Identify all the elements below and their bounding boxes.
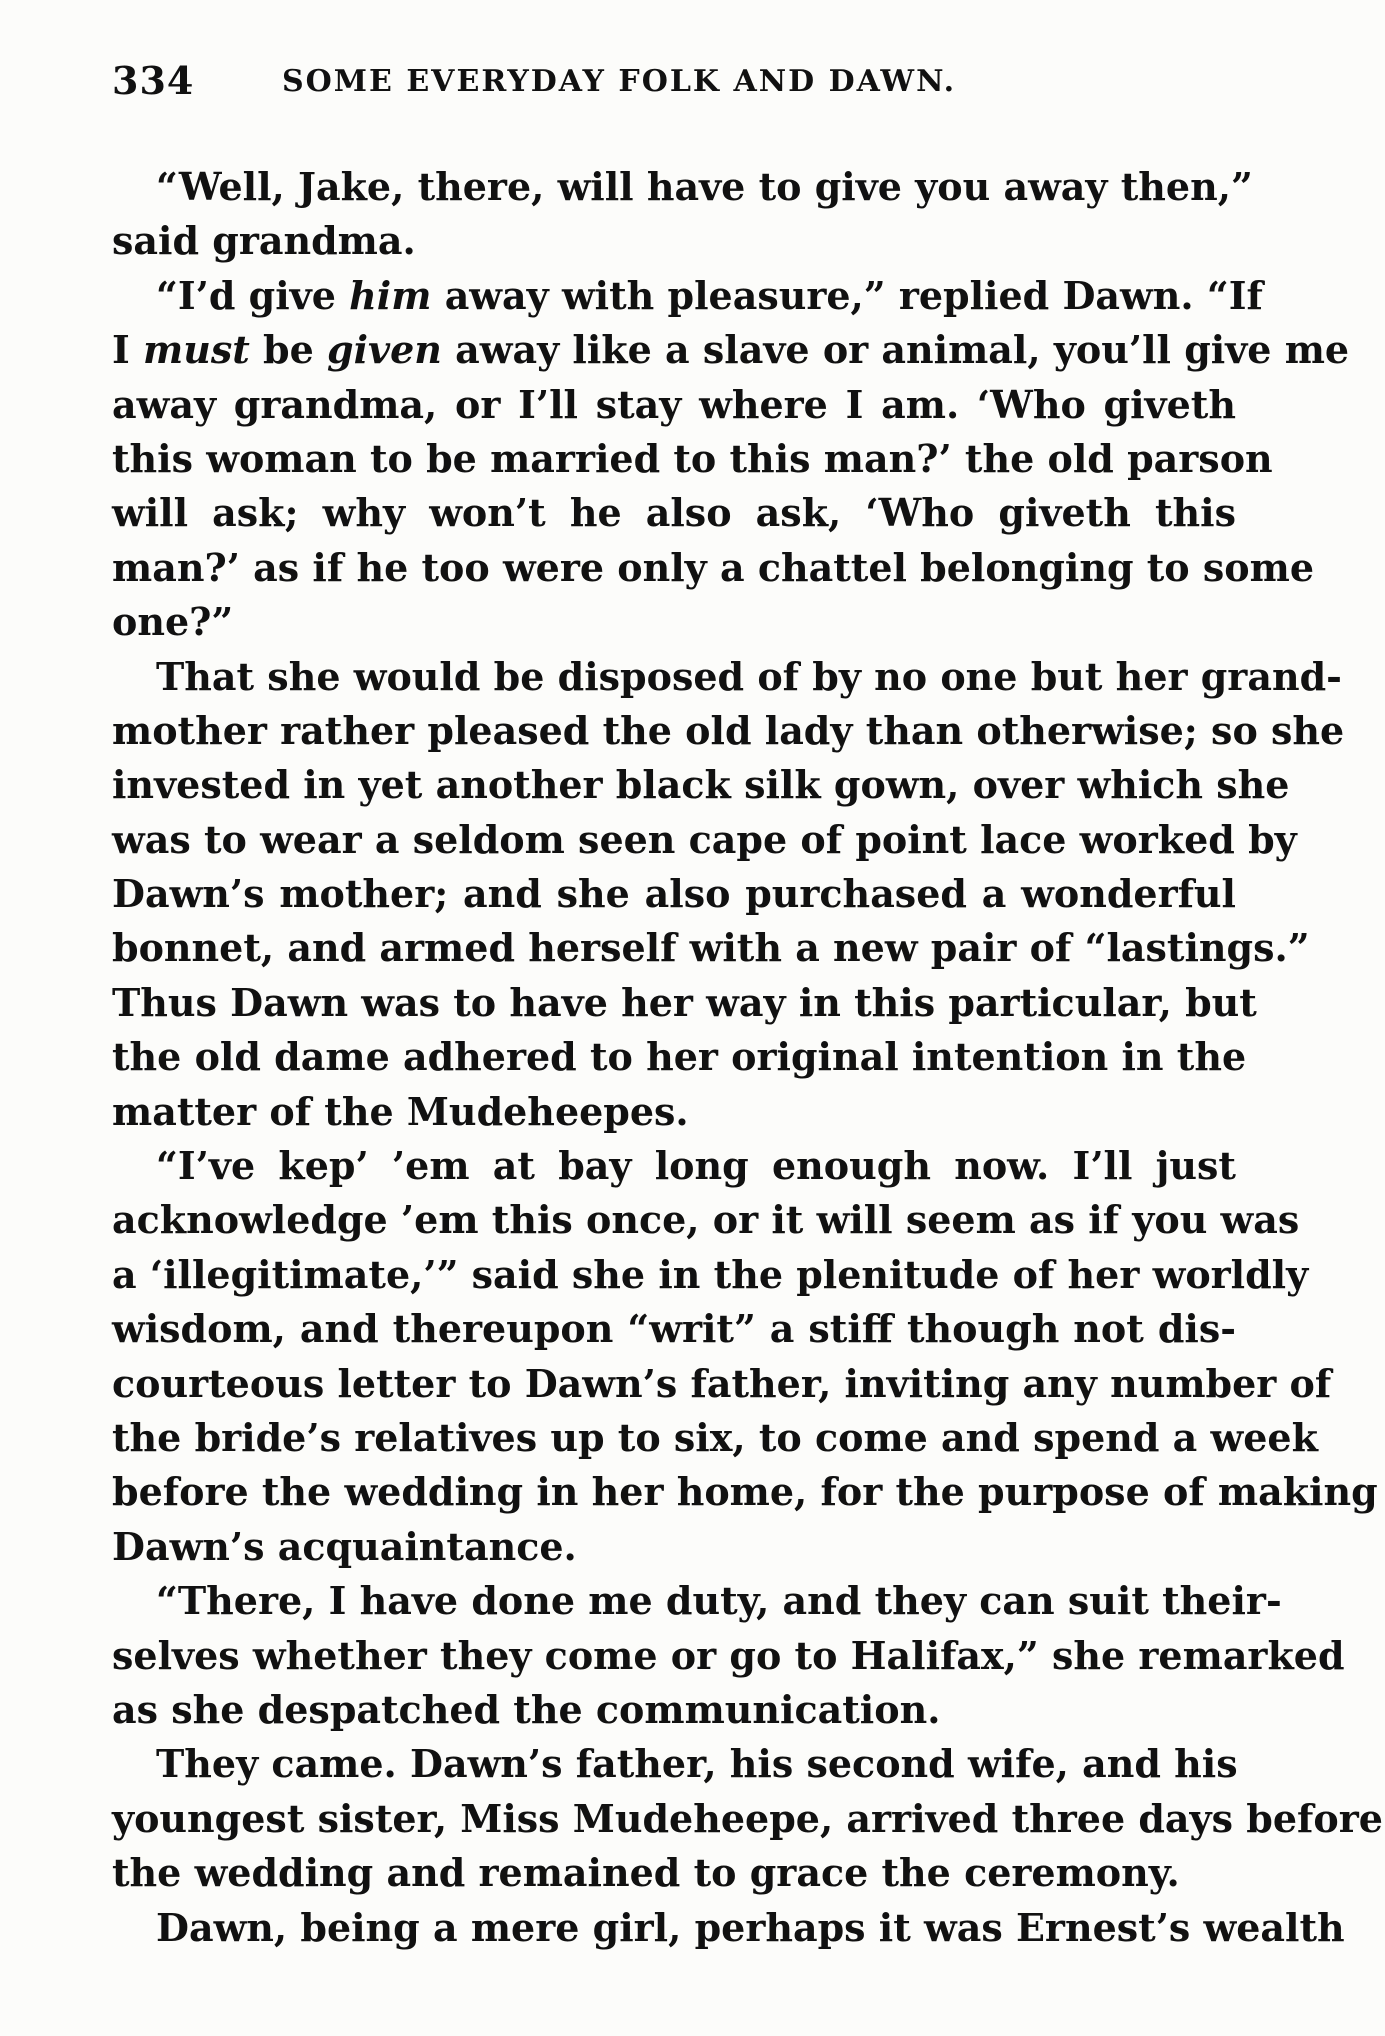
text-line: this woman to be married to this man?’ the old parson bbox=[112, 435, 1273, 481]
text-line: They came. Dawn’s father, his second wife, and his bbox=[156, 1741, 1238, 1787]
text-run: “I’d give bbox=[156, 272, 336, 318]
text-line: before the wedding in her home, for the purpose of making bbox=[112, 1469, 1378, 1515]
text-run: away with pleasure,” replied Dawn. “If bbox=[444, 272, 1263, 318]
text-run: I bbox=[112, 327, 130, 373]
text-line: the bride’s relatives up to six, to come and spend a week bbox=[112, 1414, 1318, 1460]
text-line: Thus Dawn was to have her way in this particular, but bbox=[112, 979, 1257, 1025]
italic-word: given bbox=[327, 327, 442, 373]
text-line: was to wear a seldom seen cape of point lace worked by bbox=[112, 816, 1297, 862]
text-line: mother rather pleased the old lady than otherwise; so she bbox=[112, 707, 1345, 753]
text-line: selves whether they come or go to Halifax,” she remarked bbox=[112, 1632, 1345, 1678]
text-line: a ‘illegitimate,’” said she in the plenitude of her worldly bbox=[112, 1251, 1309, 1297]
text-line: invested in yet another black silk gown, over which she bbox=[112, 762, 1290, 808]
text-line: “There, I have done me duty, and they can suit their- bbox=[156, 1578, 1282, 1624]
text-line: wisdom, and thereupon “writ” a stiff though not dis- bbox=[112, 1306, 1236, 1352]
text-run: be bbox=[263, 327, 314, 373]
text-line: away grandma, or I’ll stay where I am. ‘Who giveth bbox=[112, 381, 1236, 427]
text-line: “I’ve kep’ ’em at bay long enough now. I’ll just bbox=[156, 1143, 1236, 1189]
text-line: “Well, Jake, there, will have to give you away then,” bbox=[156, 164, 1253, 209]
body-text bbox=[112, 160, 1383, 1955]
text-line: matter of the Mudeheepes. bbox=[112, 1088, 689, 1134]
text-line: the old dame adhered to her original intention in the bbox=[112, 1034, 1247, 1080]
italic-word: must bbox=[143, 327, 250, 373]
text-line bbox=[112, 269, 1263, 323]
text-line: youngest sister, Miss Mudeheepe, arrived three days before bbox=[112, 1795, 1383, 1841]
page-number: 334 bbox=[112, 58, 195, 103]
text-line: Dawn, being a mere girl, perhaps it was Ernest’s wealth bbox=[156, 1904, 1345, 1950]
text-line: courteous letter to Dawn’s father, inviting any number of bbox=[112, 1360, 1332, 1406]
text-run: away like a slave or animal, you’ll give me bbox=[455, 327, 1350, 373]
italic-word: him bbox=[349, 272, 432, 318]
text-line: Dawn’s mother; and she also purchased a wonderful bbox=[112, 871, 1236, 917]
text-line: one?” bbox=[112, 599, 234, 645]
text-line: will ask; why won’t he also ask, ‘Who giveth this bbox=[112, 490, 1236, 536]
book-title: SOME EVERYDAY FOLK AND DAWN. bbox=[282, 64, 957, 99]
text-line bbox=[112, 323, 1350, 377]
text-line: said grandma. bbox=[112, 218, 416, 264]
text-line: the wedding and remained to grace the ceremony. bbox=[112, 1850, 1180, 1896]
text-line: as she despatched the communication. bbox=[112, 1686, 941, 1732]
running-head bbox=[112, 58, 1232, 118]
text-line: man?’ as if he too were only a chattel belonging to some bbox=[112, 544, 1315, 590]
text-line: acknowledge ’em this once, or it will seem as if you was bbox=[112, 1197, 1300, 1243]
text-line: That she would be disposed of by no one but her grand- bbox=[156, 653, 1342, 699]
text-line: Dawn’s acquaintance. bbox=[112, 1523, 577, 1569]
text-line: bonnet, and armed herself with a new pair of “lastings.” bbox=[112, 925, 1310, 971]
